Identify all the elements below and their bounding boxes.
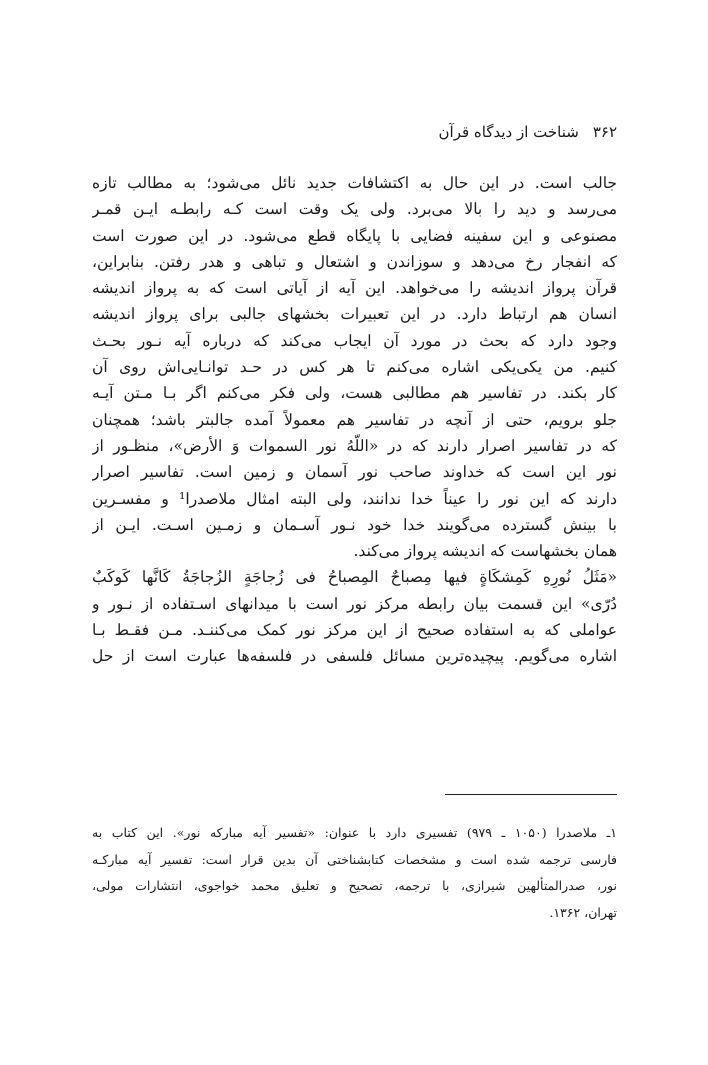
page-number: ۳۶۲ [592,123,617,141]
body-line: می‌رسد و دید را بالا می‌برد. ولی یک وقت است کـه رابطـه ایـن قمـر [92,200,617,219]
body-line: دُرّی» این قسمت بیان رابطه مرکز نور است با میدانهای اسـتفاده از نـور و [92,594,617,613]
body-line: که در تفاسیر اصرار دارند که در «اللّهُ نور السموات وَ الأرض»، منظـور از [92,436,617,455]
footnote-line: تهران، ۱۳۶۲. [549,904,617,920]
footnote-line: ۱ـ ملاصدرا (۱۰۵۰ ـ ۹۷۹) تفسیری دارد با عنوان: «تفسیر آیه مبارکه نور». این کتاب به [92,825,617,840]
footnote-divider [445,794,617,795]
running-header [92,120,617,144]
body-line: همان بخشهاست که اندیشه پرواز می‌کند. [353,542,617,561]
body-line: عواملی که به استفاده صحیح از این مرکز نور کمک می‌کننـد. مـن فقـط بـا [92,621,617,640]
footnotes [92,820,617,926]
body-text [92,170,617,670]
body-line: جالب است. در این حال به اکتشافات جدید نائل می‌شود؛ به مطالب تازه [92,174,617,192]
body-line: وجود دارد که بحث در مورد آن ایجاب می‌کند که درباره آیه نـور بحـث [92,331,617,350]
body-line: که انفجار رخ می‌دهد و سوزاندن و اشتعال و تباهی و هدر رفتن. بنابراین، [92,252,617,271]
footnote-line: نور، صدرالمتألهین شیرازی، با ترجمه، تصحیح و تعلیق محمد خواجوی، انتشارات مولی، [92,878,617,893]
quran-verse-line: «مَثَلُ نُورِهِ کَمِشکَاةٍ فیها مِصباحٌ المِصباحُ فی زُجاجَةٍ الزُجاجَةُ کَانَّها کَوکَبٌ [92,568,617,587]
footnote-line: فارسی ترجمه شده است و مشخصات کتابشناختی آن بدین قرار است: تفسیر آیه مبارکـه [92,851,617,867]
body-line: جلو برویم، حتی از آنچه در تفاسیر هم معمولاً آمده جالبتر باشد؛ همچنان [92,410,617,429]
body-line: مصنوعی و این سفینه فضایی با پایگاه قطع می‌شود. در این صورت است [92,226,617,245]
body-line: دارند که این نور را عیناً خدا ندانند، ولی البته امثال ملاصدرا¹ و مفسـرین [92,489,617,508]
body-line: قرآن پرواز اندیشه را می‌خواهد. این آیه از آیاتی است که به پرواز اندیشه [92,279,617,298]
running-title: شناخت از دیدگاه قرآن [438,123,579,141]
body-line: با بینش گسترده می‌گویند خدا خود نـور آسـمان و زمـین اسـت. ایـن از [92,515,617,534]
body-line: کنیم. من یکی‌یکی اشاره می‌کنم تا هر کس در حـد توانـایی‌اش روی آن [92,358,617,377]
body-line: اشاره می‌گویم. پیچیده‌ترین مسائل فلسفی در فلسفه‌ها عبارت است از حل [92,647,617,666]
body-line: انسان هم ارتباط دارد. در این تعبیرات بخشهای جالبی برای پرواز اندیشه [92,305,617,324]
body-line: کار بکند. در تفاسیر هم مطالبی هست، ولی فکر می‌کنم اگر بـا مـتن آیـه [92,384,617,403]
body-line: نور این است که خداوند صاحب نور آسمان و زمین است. تفاسیر اصرار [92,463,617,482]
